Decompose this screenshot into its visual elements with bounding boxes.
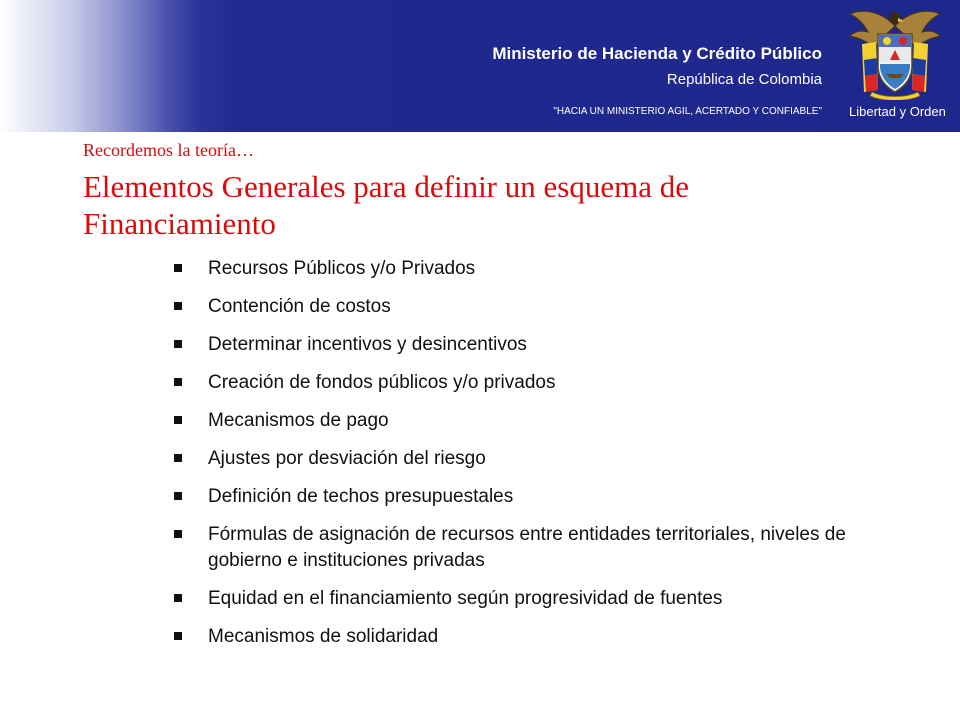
list-item xyxy=(172,332,872,358)
square-bullet-icon xyxy=(174,302,182,310)
list-item xyxy=(172,624,872,650)
list-item xyxy=(172,446,872,472)
square-bullet-icon xyxy=(174,454,182,462)
list-item xyxy=(172,586,872,612)
list-item-text: Ajustes por desviación del riesgo xyxy=(208,448,486,469)
coat-of-arms-icon xyxy=(842,4,948,100)
list-item xyxy=(172,256,872,282)
ministry-motto: "HACIA UN MINISTERIO AGIL, ACERTADO Y CONFIABLE" xyxy=(553,106,822,117)
slide-title: Elementos Generales para definir un esquema de Financiamiento xyxy=(83,169,689,241)
square-bullet-icon xyxy=(174,378,182,386)
list-item xyxy=(172,370,872,396)
list-item xyxy=(172,522,872,574)
crest-motto: Libertad y Orden xyxy=(849,104,946,119)
list-item-text: Mecanismos de pago xyxy=(208,410,389,431)
list-item-text: Definición de techos presupuestales xyxy=(208,486,514,507)
list-item-text: Fórmulas de asignación de recursos entre entidades territoriales, niveles de gobierno e instituciones privadas xyxy=(208,524,846,571)
list-item-text: Recursos Públicos y/o Privados xyxy=(208,258,476,279)
list-item-text: Mecanismos de solidaridad xyxy=(208,626,439,647)
square-bullet-icon xyxy=(174,416,182,424)
bullet-list xyxy=(172,256,872,662)
square-bullet-icon xyxy=(174,530,182,538)
list-item xyxy=(172,484,872,510)
square-bullet-icon xyxy=(174,632,182,640)
list-item-text: Determinar incentivos y desincentivos xyxy=(208,334,527,355)
square-bullet-icon xyxy=(174,264,182,272)
square-bullet-icon xyxy=(174,492,182,500)
list-item xyxy=(172,294,872,320)
list-item-text: Contención de costos xyxy=(208,296,391,317)
slide-subtitle: Recordemos la teoría… xyxy=(83,140,254,160)
list-item-text: Creación de fondos públicos y/o privados xyxy=(208,372,556,393)
republic-name: República de Colombia xyxy=(666,71,822,88)
list-item-text: Equidad en el financiamiento según progresividad de fuentes xyxy=(208,588,723,609)
square-bullet-icon xyxy=(174,594,182,602)
ministry-name: Ministerio de Hacienda y Crédito Público xyxy=(492,44,822,63)
header-banner xyxy=(0,0,960,132)
square-bullet-icon xyxy=(174,340,182,348)
list-item xyxy=(172,408,872,434)
